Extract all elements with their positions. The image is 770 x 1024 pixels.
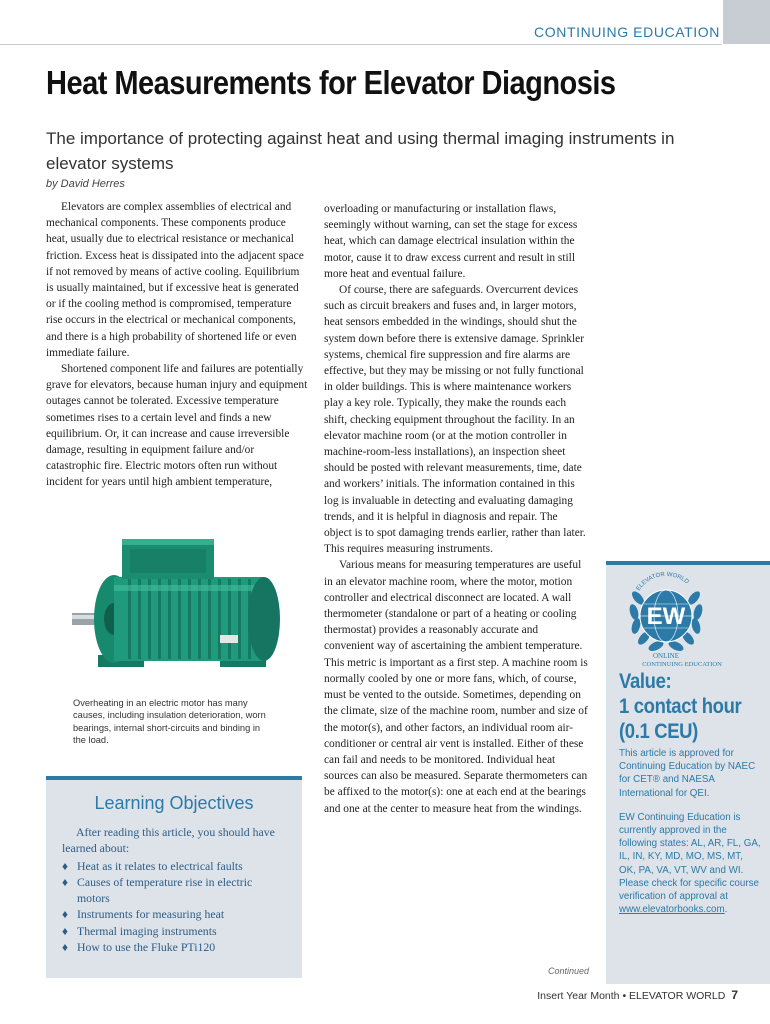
ew-continuing-education-logo (610, 568, 750, 668)
paragraph: Of course, there are safeguards. Overcurrent devices such as circuit breakers and fuses and, in larger motors, heat sensors embedded in the windings, should shut the system down before there is extensive damage. Sprinkler systems, chemical fire suppression and fire alarms are effective, but they may be missing or not fully functional in older buildings. This is where maintenance workers play a key role. Typically, they make the rounds each shift, checking equipment throughout the facility. In an elevator machine room (or at the motion controller in machine-room-less installations), an inspection sheet should be posted with relevant measurements, time, date and workers’ initials. The information contained in this log is invaluable in detecting and evaluating damaging trends, and it is helpful in diagnosis and repair. The object is to spot damaging trends earlier, rather than later. This requires measuring instruments. (324, 284, 586, 556)
logo-line-1: ONLINE (652, 652, 680, 660)
ceu-states: EW Continuing Education is currently approved in the following states: AL, AR, FL, GA, IL, IN, KY, MD, MO, MS, MT, OK, PA, VA, VT, WV and WI. Please check for specific course verification of approval at www.elevatorbooks.com. (619, 811, 761, 916)
section-label: CONTINUING EDUCATION (534, 24, 720, 40)
ceu-description (619, 747, 761, 927)
motor-photo (70, 535, 300, 685)
figure-caption: Overheating in an electric motor has many causes, including insulation deterioration, worn bearings, internal short-circuits and binding in the load. (73, 698, 266, 746)
page-footer (537, 988, 738, 1002)
logo-arc-text: ELEVATOR WORLD (635, 571, 690, 592)
electric-motor-illustration (70, 535, 300, 685)
header-rule (0, 44, 722, 45)
ceu-value (619, 669, 742, 744)
paragraph: overloading or manufacturing or installation flaws, seemingly without warning, can set the stage for excess heat, which can damage electrical insulation within the motor, cause it to draw excess current and result in still more heat and eventual failure. (324, 203, 578, 280)
byline: by David Herres (46, 178, 125, 190)
diamond-bullet-icon: ♦ (62, 923, 69, 938)
body-column-1 (46, 199, 308, 491)
continued-label: Continued (548, 966, 590, 976)
diamond-bullet-icon: ♦ (62, 874, 69, 889)
learning-objectives-title: Learning Objectives (94, 793, 254, 813)
logo-line-2: CONTINUING EDUCATION (642, 661, 722, 668)
article-subtitle: The importance of protecting against heat and using thermal imaging instruments in elevator systems (46, 129, 675, 173)
paragraph: Various means for measuring temperatures are useful in an elevator machine room, where the motor, motion controller and electrical disconnect are located. A wall thermometer (standalone or part of a heating or cooling thermostat) provides a reasonably accurate and convenient way of ascertaining the ambient temperature. This metric is important as a first step. A machine room is normally cooled by one or more fans, which, of course, must be vented to the outside. Sometimes, depending on the climate, size of the machine room, number and size of the motor(s), and other factors, an individual room air-conditioner or central air vent is installed. Either of these can fail and needs to be monitored. Individual heat sources can also be measured. Separate thermometers can be affixed to the motor(s): one at each end at the bearings and one at the center to measure heat from the windings. (324, 559, 588, 815)
value-label: Value: (619, 670, 672, 693)
article-title: Heat Measurements for Elevator Diagnosis (46, 64, 616, 101)
paragraph: Elevators are complex assemblies of electrical and mechanical components. These components produce heat, usually due to electrical resistance or mechanical friction. Excess heat is dissipated into the adjacent space if not removed by means of active cooling. Equilibrium is usually maintained, but if excessive heat is generated or if the cooling method is compromised, temperature rise occurs in the electrical or mechanical components, and there is a high probability of shortened life or even immediate failure. (46, 201, 304, 359)
learning-objectives-body (62, 824, 287, 955)
globe-wreath-icon (610, 568, 750, 668)
list-item: ♦ Instruments for measuring heat (62, 907, 225, 922)
list-item: ♦ Thermal imaging instruments (62, 923, 217, 938)
ceu-approval: This article is approved for Continuing Education by NAEC for CET® and NAESA International for QEI. (619, 748, 756, 799)
corner-tab (723, 0, 770, 44)
logo-letters: EW (646, 603, 686, 630)
elevatorbooks-link[interactable]: www.elevatorbooks.com (619, 904, 725, 916)
diamond-bullet-icon: ♦ (62, 858, 69, 873)
learning-objectives-rule (46, 776, 302, 780)
ceu-units: (0.1 CEU) (619, 720, 698, 743)
footer-text: Insert Year Month • ELEVATOR WORLD (537, 990, 726, 1002)
diamond-bullet-icon: ♦ (62, 907, 69, 922)
paragraph: Shortened component life and failures are potentially grave for elevators, because human injury and equipment outages cannot be tolerated. Excessive temperature sometimes rises to a certain level and finds a new equilibrium. Or, it can increase and cause irreversible damage, resulting in equipment failure and/or catastrophic fire. Electric motors often run without incident for years until high ambient temperature, (46, 363, 308, 489)
ceu-rule (606, 561, 770, 565)
diamond-bullet-icon: ♦ (62, 940, 69, 955)
contact-hours: 1 contact hour (619, 695, 742, 718)
learning-objectives-intro: After reading this article, you should have learned about: (62, 825, 275, 856)
learning-objectives-list (62, 858, 287, 956)
list-item: ♦ Causes of temperature rise in electric motors (62, 874, 253, 906)
page-number: 7 (731, 988, 738, 1002)
list-item: ♦ Heat as it relates to electrical faults (62, 858, 243, 873)
body-column-2 (324, 201, 588, 817)
list-item: ♦ How to use the Fluke PTi120 (62, 940, 216, 955)
